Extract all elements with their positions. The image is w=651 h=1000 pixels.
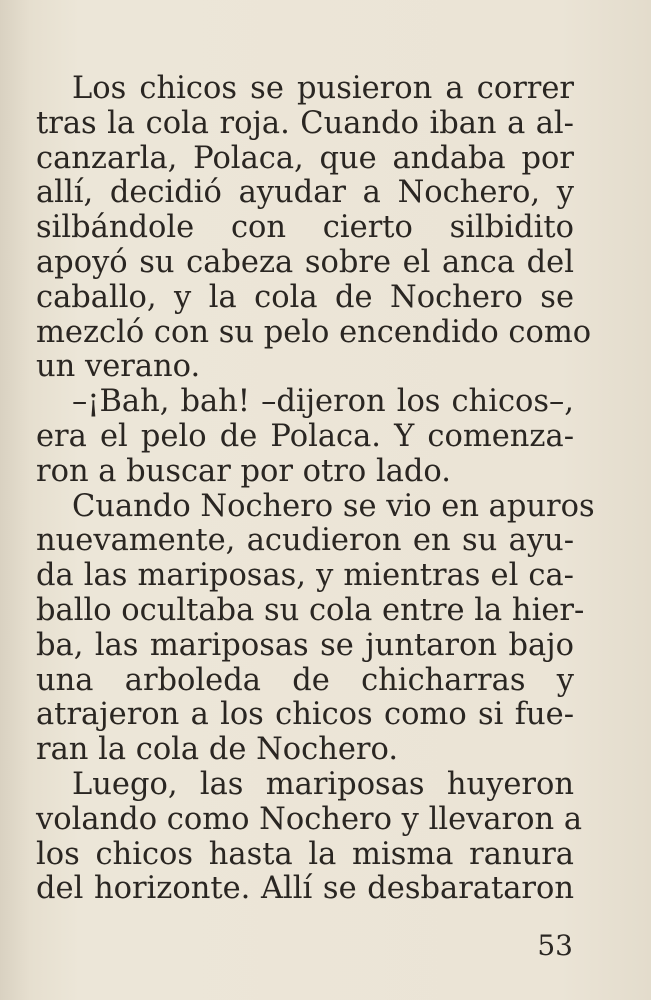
text-line: da las mariposas, y mientras el ca-: [36, 558, 574, 594]
text-line: atrajeron a los chicos como si fue-: [36, 697, 574, 733]
text-line: –¡Bah, bah! –dijeron los chicos–,: [72, 384, 574, 420]
text-line: ballo ocultaba su cola entre la hier-: [36, 592, 585, 628]
text-line: del horizonte. Allí se desbarataron: [36, 871, 574, 907]
text-line: Cuando Nochero se vio en apuros: [72, 488, 595, 524]
text-line: nuevamente, acudieron en su ayu-: [36, 523, 574, 559]
text-line: era el pelo de Polaca. Y comenza-: [36, 418, 574, 454]
text-line: volando como Nochero y llevaron a: [36, 801, 583, 837]
text-line: mezcló con su pelo encendido como: [36, 314, 592, 350]
text-line: ron a buscar por otro lado.: [36, 453, 451, 489]
text-line: canzarla, Polaca, que andaba por: [36, 140, 574, 176]
body-text: [36, 71, 595, 907]
text-line: allí, decidió ayudar a Nochero, y: [36, 175, 574, 211]
page-number: 53: [537, 929, 573, 962]
text-line: tras la cola roja. Cuando iban a al-: [36, 105, 574, 141]
text-line: ran la cola de Nochero.: [36, 732, 399, 768]
text-line: los chicos hasta la misma ranura: [36, 836, 574, 872]
text-line: una arboleda de chicharras y: [36, 662, 574, 698]
text-line: caballo, y la cola de Nochero se: [36, 279, 574, 315]
text-line: un verano.: [36, 349, 201, 385]
text-line: Los chicos se pusieron a correr: [72, 71, 574, 106]
text-line: Luego, las mariposas huyeron: [72, 766, 574, 802]
text-line: ba, las mariposas se juntaron bajo: [36, 627, 574, 663]
text-line: silbándole con cierto silbidito: [36, 210, 574, 246]
text-line: apoyó su cabeza sobre el anca del: [36, 244, 574, 280]
